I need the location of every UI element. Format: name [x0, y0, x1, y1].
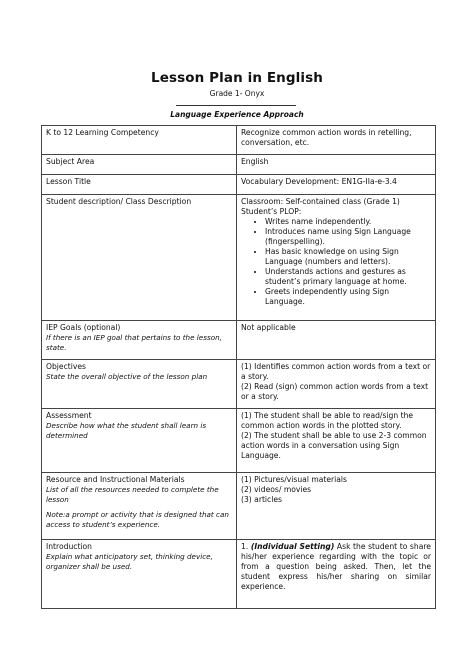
- row-value: Vocabulary Development: EN1G-IIa-e-3.4: [241, 177, 397, 186]
- resource-line: (3) articles: [241, 495, 282, 504]
- section-divider: [176, 105, 296, 106]
- list-item: • Greets independently using Sign Language.: [265, 287, 431, 307]
- row-label: K to 12 Learning Competency: [46, 128, 159, 137]
- row-note: Describe how what the student shall learn is determined: [46, 421, 207, 440]
- row-value-cell: [237, 473, 436, 540]
- row-value-cell: [237, 360, 436, 409]
- row-label-cell: [42, 409, 237, 473]
- row-label: Introduction: [46, 542, 92, 551]
- row-label: Assessment: [46, 411, 92, 420]
- plop-heading: Student’s PLOP:: [241, 207, 302, 216]
- classroom-line: Classroom: Self-contained class (Grade 1): [241, 197, 400, 206]
- list-item: • Understands actions and gestures as student’s primary language at home.: [265, 267, 431, 287]
- row-note: If there is an IEP goal that pertains to the lesson, state.: [46, 333, 222, 352]
- introduction-text: [241, 542, 431, 592]
- list-item: • Writes name independently.: [265, 217, 431, 227]
- assessment-line: (1) The student shall be able to read/sign the common action words in the plotted story.: [241, 411, 414, 430]
- row-label-cell: [42, 473, 237, 540]
- row-value-cell: [237, 175, 436, 195]
- row-label-cell: [42, 540, 237, 609]
- document-subtitle: Grade 1- Onyx: [209, 89, 265, 98]
- introduction-number: 1.: [241, 542, 251, 551]
- row-label: Resource and Instructional Materials: [46, 475, 185, 484]
- row-value-cell: [237, 540, 436, 609]
- row-label-cell: [42, 155, 237, 175]
- table-row: [42, 126, 436, 155]
- section-heading: Language Experience Approach: [170, 110, 304, 119]
- row-label: Student description/ Class Description: [46, 197, 192, 206]
- row-value: Recognize common action words in retelling, conversation, etc.: [241, 128, 412, 147]
- row-value-cell: [237, 195, 436, 321]
- table-row: [42, 175, 436, 195]
- list-item: • Introduces name using Sign Language (fingerspelling).: [265, 227, 431, 247]
- row-label-cell: [42, 195, 237, 321]
- list-item: • Has basic knowledge on using Sign Language (numbers and letters).: [265, 247, 431, 267]
- row-note: Explain what anticipatory set, thinking device, organizer shall be used.: [46, 552, 213, 571]
- table-row: [42, 321, 436, 360]
- row-label: IEP Goals (optional): [46, 323, 121, 332]
- row-label: Lesson Title: [46, 177, 91, 186]
- table-row: [42, 540, 436, 609]
- objective-line: (1) Identifies common action words from a text or a story.: [241, 362, 431, 381]
- row-note-secondary: Note:a prompt or activity that is designed that can access to student’s experience.: [46, 510, 229, 529]
- resource-line: (2) videos/ movies: [241, 485, 312, 494]
- table-row: [42, 155, 436, 175]
- plop-list: [241, 217, 431, 307]
- lesson-plan-table: [41, 125, 436, 609]
- row-label-cell: [42, 360, 237, 409]
- row-value: Not applicable: [241, 323, 296, 332]
- row-label: Objectives: [46, 362, 86, 371]
- row-value-cell: [237, 409, 436, 473]
- resource-line: (1) Pictures/visual materials: [241, 475, 348, 484]
- row-value-cell: [237, 155, 436, 175]
- row-value-cell: [237, 126, 436, 155]
- row-note: List of all the resources needed to complete the lesson: [46, 485, 219, 504]
- objective-line: (2) Read (sign) common action words from a text or a story.: [241, 382, 429, 401]
- row-label: Subject Area: [46, 157, 95, 166]
- assessment-line: (2) The student shall be able to use 2-3 common action words in a conversation using Sign Language.: [241, 431, 427, 460]
- row-value: English: [241, 157, 269, 166]
- row-note: State the overall objective of the lesson plan: [46, 372, 208, 381]
- table-row: [42, 409, 436, 473]
- row-label-cell: [42, 175, 237, 195]
- row-label-cell: [42, 126, 237, 155]
- row-value-cell: [237, 321, 436, 360]
- row-label-cell: [42, 321, 237, 360]
- document-title: Lesson Plan in English: [151, 70, 323, 86]
- introduction-setting: (Individual Setting): [250, 542, 335, 551]
- table-row: [42, 195, 436, 321]
- introduction-body: Ask the student to share his/her experience regarding with the topic or from a question being asked. Then, let the student express his/her sharing on similar experience.: [241, 542, 431, 591]
- table-row: [42, 473, 436, 540]
- table-row: [42, 360, 436, 409]
